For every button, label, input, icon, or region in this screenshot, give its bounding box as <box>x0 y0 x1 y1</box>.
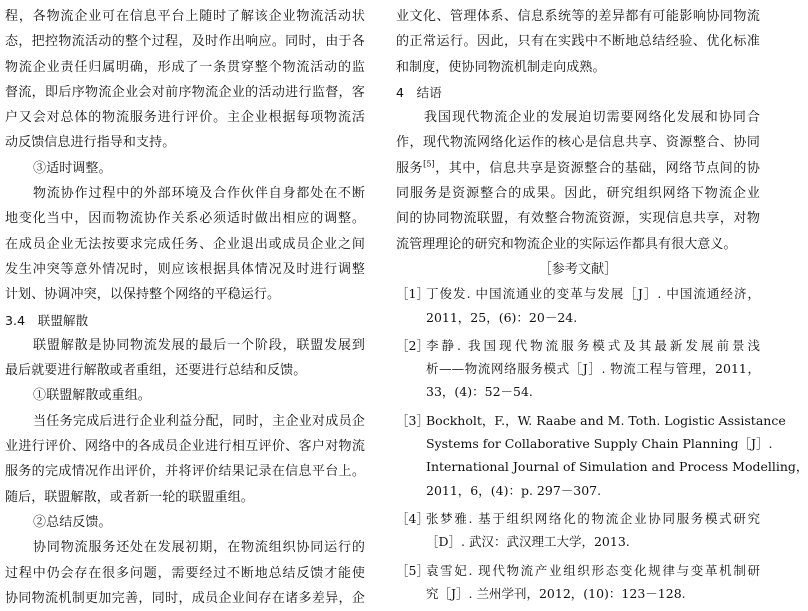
left-column <box>5 4 365 611</box>
reference-item <box>396 357 760 380</box>
subheading: ①联盟解散或重组。 <box>33 388 151 404</box>
reference-item <box>396 559 760 582</box>
reference-text: 丁俊发. 中国流通业的变革与发展［J］. 中国流通经济， <box>426 286 760 302</box>
body-line: 物流协作过程中的外部环境及合作伙伴自身都处在不断 <box>33 186 365 202</box>
body-line: 服务的完成情况作出评价，并将评价结果记录在信息平台上。 <box>5 464 365 480</box>
body-line: 动反馈信息进行指导和支持。 <box>5 135 176 151</box>
reference-text: International Journal of Simulation and Process Modelling， <box>426 459 808 475</box>
reference-text: 究［J］. 兰州学刊，2012，(10)：123－128. <box>426 585 686 601</box>
body-line: 当任务完成后进行企业利益分配，同时，主企业对成员企 <box>33 413 365 429</box>
body-line: 协同物流机制更加完善，同时，成员企业间存在诸多差异，企 <box>5 590 365 606</box>
references-title: ［参考文献］ <box>538 261 618 277</box>
reference-text: 张梦雅. 基于组织网络化的物流企业协同服务模式研究 <box>426 510 760 526</box>
body-line: 间的协同物流联盟，有效整合物流资源，实现信息共享，对物 <box>396 211 760 227</box>
body-line: 协同物流服务还处在发展初期，在物流组织协同运行的 <box>33 540 365 556</box>
reference-item <box>396 432 773 455</box>
body-fragment: ，其中，信息共享是资源整合的基础，网络节点间的协 <box>434 160 760 176</box>
reference-item <box>396 334 760 357</box>
body-line: 同服务是资源整合的成果。因此，研究组织网络下物流企业 <box>396 186 760 202</box>
reference-item <box>396 479 760 502</box>
reference-item <box>396 530 760 553</box>
reference-number: ［1］ <box>396 286 429 302</box>
reference-number: ［4］ <box>396 510 429 526</box>
body-line: 的正常运行。因此，只有在实践中不断地总结经验、优化标准 <box>396 34 760 50</box>
reference-text: 李静. 我国现代物流服务模式及其最新发展前景浅 <box>426 337 760 353</box>
body-line: 最后就要进行解散或者重组，还要进行总结和反馈。 <box>5 363 307 379</box>
body-line: 发生冲突等意外情况时，则应该根据具体情况及时进行调整 <box>5 261 365 277</box>
reference-item <box>396 455 808 478</box>
body-line: 作，现代物流网络化运作的核心是信息共享、资源整合、协同 <box>396 135 760 151</box>
body-line: 物流企业责任归属明确，形成了一条贯穿整个物流活动的监 <box>5 59 365 75</box>
body-line: 业进行评价、网络中的各成员企业进行相互评价、客户对物流 <box>5 439 365 455</box>
right-column <box>396 4 808 605</box>
body-line: 联盟解散是协同物流发展的最后一个阶段，联盟发展到 <box>33 337 365 353</box>
reference-item <box>396 380 760 403</box>
reference-text: Systems for Collaborative Supply Chain Planning［J］. <box>426 436 773 452</box>
body-line: 随后，联盟解散，或者新一轮的联盟重组。 <box>5 489 254 505</box>
reference-number: ［5］ <box>396 562 429 578</box>
body-line: 程，各物流企业可在信息平台上随时了解该企业物流活动状 <box>5 9 365 24</box>
reference-text: 析——物流网络服务模式［J］. 物流工程与管理，2011， <box>426 361 760 377</box>
body-line: 业文化、管理体系、信息系统等的差异都有可能影响协同物流 <box>396 9 760 24</box>
reference-item <box>396 306 760 329</box>
reference-item <box>396 582 760 605</box>
subheading: ②总结反馈。 <box>33 514 112 530</box>
body-line: 和制度，使协同物流机制走向成熟。 <box>396 59 606 75</box>
body-line: 计划、协调冲突，以保持整个网络的平稳运行。 <box>5 287 281 303</box>
reference-text: ［D］. 武汉：武汉理工大学，2013. <box>426 534 630 550</box>
body-line: 我国现代物流企业的发展迫切需要网络化发展和协同合 <box>424 110 760 126</box>
reference-text: 33，(4)：52－54. <box>426 384 533 400</box>
reference-text: 袁雪妃. 现代物流产业组织形态变化规律与变革机制研 <box>426 562 760 578</box>
reference-number: ［3］ <box>396 412 429 428</box>
section-heading: 3.4 联盟解散 <box>5 312 89 328</box>
reference-text: 2011，25，(6)：20－24. <box>426 309 578 325</box>
reference-number: ［2］ <box>396 337 429 353</box>
reference-item <box>396 507 760 530</box>
body-fragment: 服务 <box>396 160 424 176</box>
body-line: 流管理理论的研究和物流企业的实际运作都具有很大意义。 <box>396 236 737 252</box>
citation-link[interactable]: [5] <box>423 159 435 169</box>
reference-item <box>396 282 760 305</box>
reference-text: Bockholt，F.，W. Raabe and M. Toth. Logistic Assistance <box>426 412 786 428</box>
body-line: 地变化当中，因而物流协作关系必须适时做出相应的调整。 <box>5 211 365 227</box>
body-line: 过程中仍会存在很多问题，需要经过不断地总结反馈才能使 <box>5 565 365 581</box>
reference-item <box>396 409 786 432</box>
body-line: 督流，即后序物流企业会对前序物流企业的活动进行监督，客 <box>5 84 365 100</box>
section-heading: 4 结语 <box>396 84 442 100</box>
reference-text: 2011，6，(4)：p. 297－307. <box>426 482 602 498</box>
subheading: ③适时调整。 <box>33 160 112 176</box>
body-line-with-citation <box>396 156 760 181</box>
body-line: 在成员企业无法按要求完成任务、企业退出或成员企业之间 <box>5 236 365 252</box>
body-line: 态，把控物流活动的整个过程，及时作出响应。同时，由于各 <box>5 34 365 50</box>
body-line: 户又会对总体的物流服务进行评价。主企业根据每项物流活 <box>5 110 365 126</box>
